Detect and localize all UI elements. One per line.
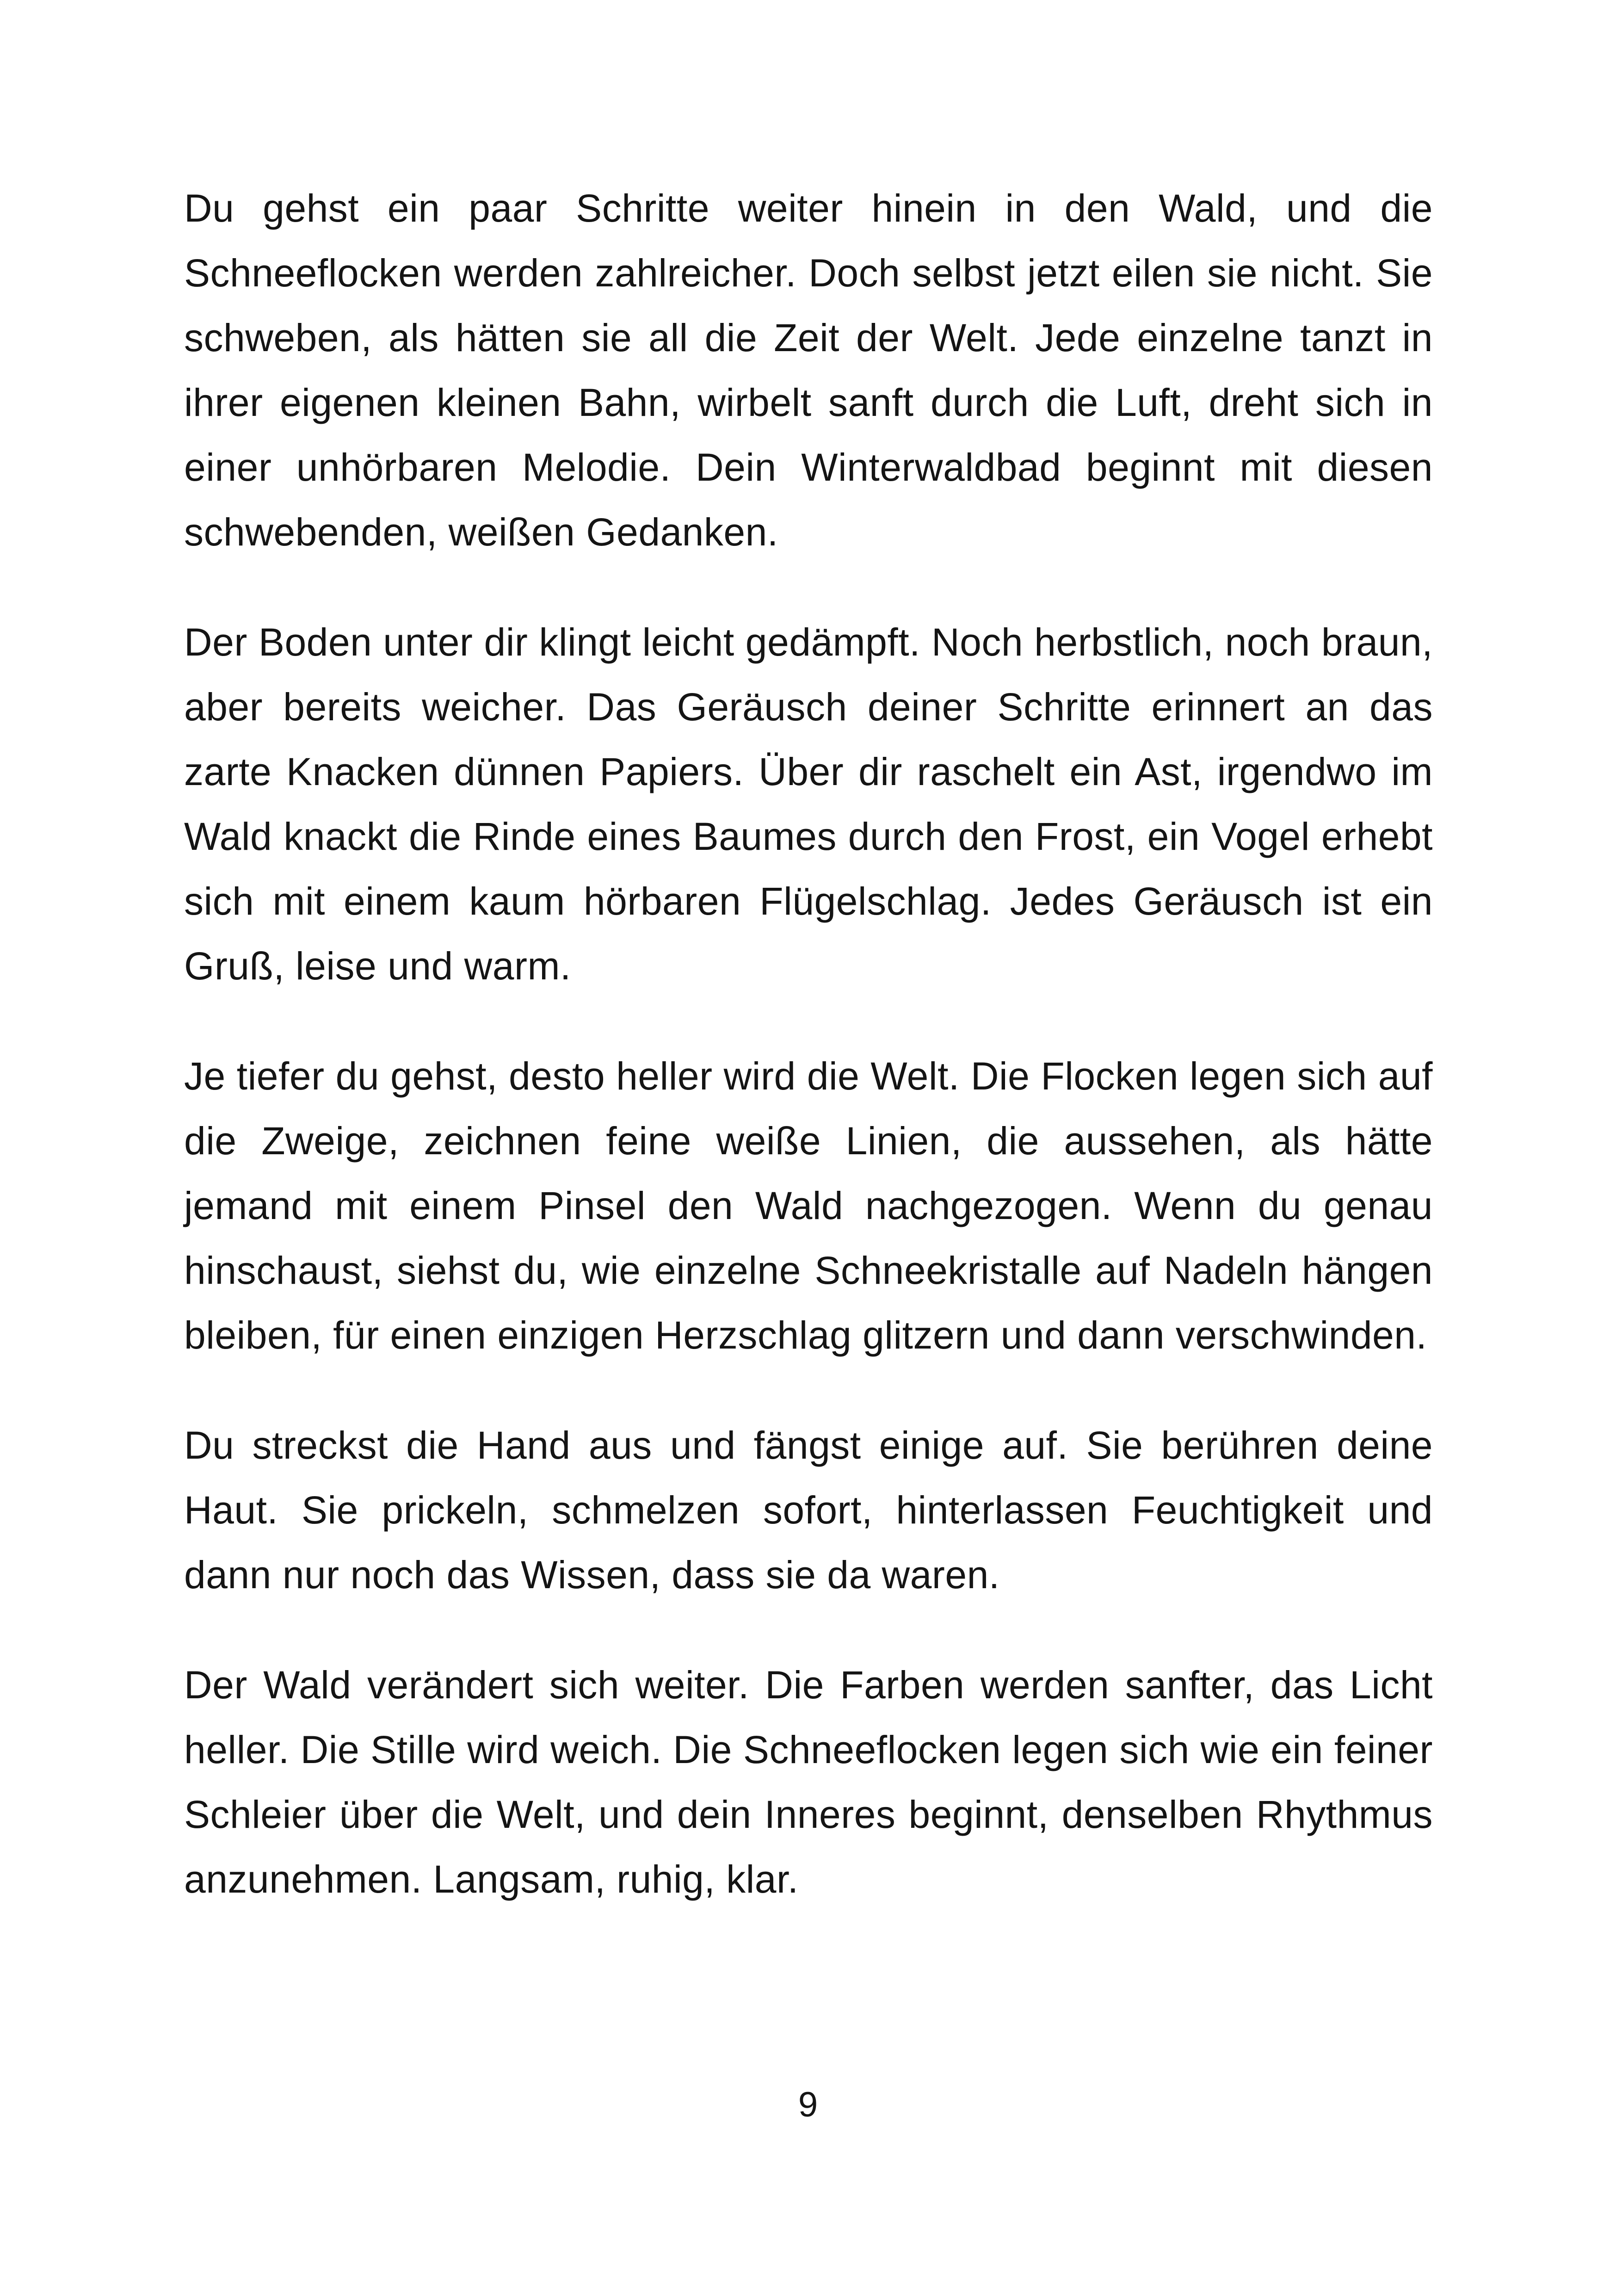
paragraph-3: Je tiefer du gehst, desto heller wird die Welt. Die Flocken legen sich auf die Zweige, zeichnen feine weiße Linien, die aussehen, als hätte jemand mit einem Pinsel den Wald nachgezogen. Wenn du genau hinschaust, siehst du, wie einzelne Schneekristalle auf Nadeln hängen bleiben, für einen einzigen Herzschlag glitzern und dann verschwinden. — [184, 1054, 1433, 1357]
page-body — [184, 176, 1433, 1912]
page-number: 9 — [798, 2085, 818, 2124]
paragraph-1: Du gehst ein paar Schritte weiter hinein in den Wald, und die Schneeflocken werden zahlreicher. Doch selbst jetzt eilen sie nicht. Sie schweben, als hätten sie all die Zeit der Welt. Jede einzelne tanzt in ihrer eigenen kleinen Bahn, wirbelt sanft durch die Luft, dreht sich in einer unhörbaren Melodie. Dein Winterwaldbad beginnt mit diesen schwebenden, weißen Gedanken. — [184, 186, 1433, 554]
paragraph-4: Du streckst die Hand aus und fängst einige auf. Sie berühren deine Haut. Sie prickeln, schmelzen sofort, hinterlassen Feuchtigkeit und dann nur noch das Wissen, dass sie da waren. — [184, 1423, 1433, 1597]
paragraph-5: Der Wald verändert sich weiter. Die Farben werden sanfter, das Licht heller. Die Stille wird weich. Die Schneeflocken legen sich wie ein feiner Schleier über die Welt, und dein Inneres beginnt, denselben Rhythmus anzunehmen. Langsam, ruhig, klar. — [184, 1663, 1433, 1901]
paragraph-2: Der Boden unter dir klingt leicht gedämpft. Noch herbstlich, noch braun, aber bereits weicher. Das Geräusch deiner Schritte erinnert an das zarte Knacken dünnen Papiers. Über dir raschelt ein Ast, irgendwo im Wald knackt die Rinde eines Baumes durch den Frost, ein Vogel erhebt sich mit einem kaum hörbaren Flügelschlag. Jedes Geräusch ist ein Gruß, leise und warm. — [184, 620, 1433, 988]
